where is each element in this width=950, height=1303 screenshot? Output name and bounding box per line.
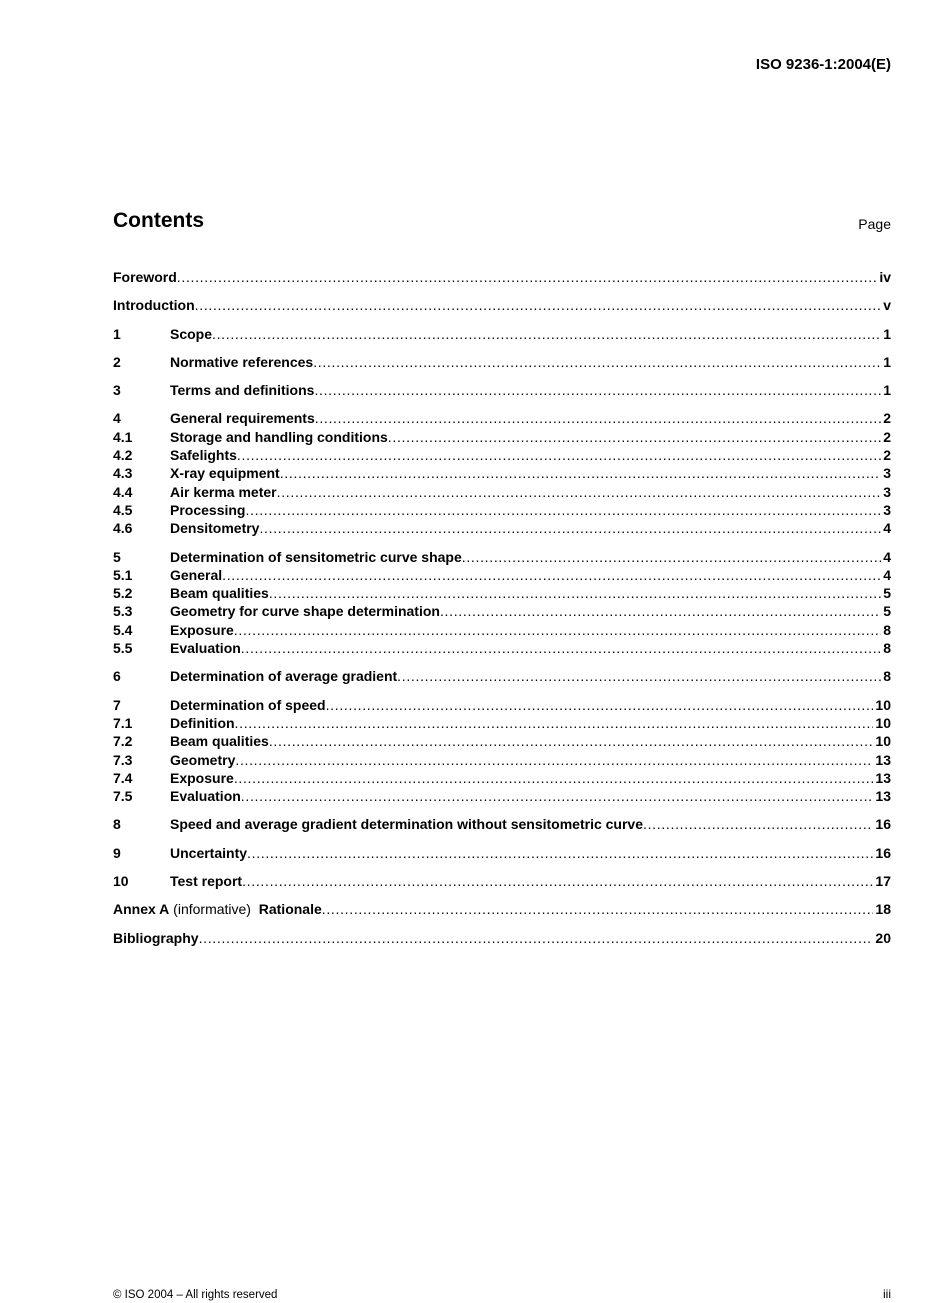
toc-entry-title: Normative references <box>170 353 314 370</box>
dot-leader <box>315 409 881 427</box>
dot-leader <box>269 584 881 602</box>
toc-entry-number: 7.4 <box>113 769 133 786</box>
toc-entry-number: 4.3 <box>113 465 133 482</box>
toc-entry[interactable] <box>113 872 891 890</box>
toc-entry-page: 10 <box>875 733 891 750</box>
toc-entry-page: iv <box>879 269 891 285</box>
toc-entry-number: 6 <box>113 668 121 685</box>
toc-entry-number: 4.4 <box>113 483 133 500</box>
toc-entry-title <box>113 900 322 918</box>
toc-entry-title: Evaluation <box>170 640 241 657</box>
toc-entry-page: 5 <box>883 603 891 620</box>
toc-group <box>113 815 891 833</box>
toc-entry[interactable] <box>113 787 891 805</box>
toc-entry-title: Densitometry <box>170 520 260 537</box>
toc-entry-title: Bibliography <box>113 929 199 946</box>
toc-entry-title: Uncertainty <box>170 844 248 861</box>
dot-leader <box>397 667 881 685</box>
toc-entry-page: 3 <box>883 501 891 518</box>
toc-entry-title: Geometry for curve shape determination <box>170 603 440 620</box>
toc-entry[interactable] <box>113 584 891 602</box>
toc-entry[interactable] <box>113 900 891 918</box>
toc-entry-number: 10 <box>113 873 129 890</box>
toc-entry-number: 7.1 <box>113 714 133 731</box>
toc-entry-page: 3 <box>883 483 891 500</box>
toc-entry[interactable] <box>113 381 891 399</box>
toc-entry-page: 4 <box>883 520 891 537</box>
dot-leader <box>269 732 874 750</box>
footer-copyright: © ISO 2004 – All rights reserved <box>113 1289 278 1301</box>
toc-group <box>113 696 891 806</box>
document-id: ISO 9236-1:2004(E) <box>755 56 891 73</box>
dot-leader <box>313 353 881 371</box>
toc-entry-number: 5.3 <box>113 603 133 620</box>
toc-entry[interactable] <box>113 639 891 657</box>
toc-group <box>113 353 891 371</box>
toc-entry[interactable] <box>113 621 891 639</box>
toc-entry-number: 2 <box>113 353 121 370</box>
toc-group <box>113 667 891 685</box>
toc-entry-page: 8 <box>883 668 891 685</box>
toc-entry-number: 7 <box>113 696 121 713</box>
toc-entry[interactable] <box>113 268 891 286</box>
toc-entry-title: General <box>170 566 223 583</box>
dot-leader <box>326 696 874 714</box>
toc-entry-number: 1 <box>113 325 121 342</box>
footer-page-number: iii <box>883 1287 891 1301</box>
toc-entry[interactable] <box>113 566 891 584</box>
toc-entry-page: v <box>883 297 891 314</box>
toc-entry-page: 17 <box>875 873 891 890</box>
toc-entry-number: 5.4 <box>113 621 133 638</box>
toc-entry-page: 5 <box>883 585 891 602</box>
toc-entry-number: 4.2 <box>113 447 133 464</box>
annex-title: Rationale <box>254 901 322 918</box>
toc-entry-title: Scope <box>170 325 213 342</box>
toc-entry-title: Definition <box>170 714 235 731</box>
toc-entry-page: 2 <box>883 447 891 464</box>
table-of-contents <box>113 268 891 957</box>
toc-entry-title: Exposure <box>170 769 234 786</box>
toc-entry[interactable] <box>113 428 891 446</box>
page-column-heading: Page <box>858 216 891 232</box>
toc-entry[interactable] <box>113 751 891 769</box>
toc-entry[interactable] <box>113 519 891 537</box>
dot-leader <box>322 900 874 918</box>
toc-entry[interactable] <box>113 464 891 482</box>
dot-leader <box>199 929 874 947</box>
toc-entry-number: 7.2 <box>113 733 133 750</box>
toc-entry-number: 3 <box>113 382 121 399</box>
toc-group <box>113 325 891 343</box>
toc-entry-page: 16 <box>875 844 891 861</box>
toc-entry[interactable] <box>113 929 891 947</box>
dot-leader <box>247 844 873 862</box>
contents-heading: Contents <box>113 209 204 232</box>
toc-group <box>113 381 891 399</box>
dot-leader <box>242 872 873 890</box>
toc-entry-page: 18 <box>875 901 891 918</box>
toc-entry-page: 4 <box>883 548 891 565</box>
toc-group <box>113 929 891 947</box>
toc-entry-title: Geometry <box>170 751 236 768</box>
toc-entry-title: Determination of speed <box>170 696 326 713</box>
toc-entry-title: Test report <box>170 873 243 890</box>
toc-entry[interactable] <box>113 501 891 519</box>
toc-entry-title: Safelights <box>170 447 237 464</box>
toc-entry-page: 8 <box>883 621 891 638</box>
dot-leader <box>234 621 881 639</box>
toc-entry-number: 5 <box>113 548 121 565</box>
toc-entry[interactable] <box>113 483 891 501</box>
toc-entry-page: 1 <box>883 353 891 370</box>
toc-entry-number: 4.1 <box>113 428 133 445</box>
toc-entry-title: Introduction <box>113 297 195 314</box>
toc-entry-title: Determination of average gradient <box>170 668 398 685</box>
toc-entry-number: 5.2 <box>113 585 133 602</box>
annex-qualifier: (informative) <box>169 901 255 918</box>
toc-group <box>113 548 891 658</box>
toc-entry-title: Beam qualities <box>170 733 269 750</box>
toc-entry-title: Beam qualities <box>170 585 269 602</box>
toc-entry[interactable] <box>113 769 891 787</box>
toc-entry-page: 10 <box>875 696 891 713</box>
toc-entry-page: 1 <box>883 325 891 342</box>
dot-leader <box>277 483 882 501</box>
toc-entry-title: Terms and definitions <box>170 382 315 399</box>
toc-entry-title: Determination of sensitometric curve shape <box>170 548 462 565</box>
dot-leader <box>177 268 878 286</box>
toc-entry-title: General requirements <box>170 410 315 427</box>
toc-entry-page: 1 <box>883 382 891 399</box>
toc-entry-number: 5.1 <box>113 566 133 583</box>
toc-entry-page: 20 <box>875 929 891 946</box>
toc-entry-title: Exposure <box>170 621 234 638</box>
toc-group <box>113 409 891 537</box>
toc-entry[interactable] <box>113 815 891 833</box>
dot-leader <box>235 714 874 732</box>
toc-entry-page: 13 <box>875 751 891 768</box>
toc-entry-page: 2 <box>883 410 891 427</box>
dot-leader <box>280 464 882 482</box>
toc-entry-number: 5.5 <box>113 640 133 657</box>
toc-entry-number: 4 <box>113 410 121 427</box>
dot-leader <box>235 751 873 769</box>
toc-group <box>113 844 891 862</box>
toc-entry-number: 7.3 <box>113 751 133 768</box>
toc-entry[interactable] <box>113 446 891 464</box>
dot-leader <box>222 566 881 584</box>
dot-leader <box>440 602 881 620</box>
dot-leader <box>234 769 874 787</box>
toc-entry-page: 13 <box>875 769 891 786</box>
toc-entry[interactable] <box>113 296 891 314</box>
toc-entry-number: 8 <box>113 816 121 833</box>
toc-entry-title: Speed and average gradient determination without sensitometric curve <box>170 816 644 833</box>
dot-leader <box>462 548 881 566</box>
toc-entry[interactable] <box>113 714 891 732</box>
dot-leader <box>259 519 881 537</box>
toc-entry[interactable] <box>113 353 891 371</box>
dot-leader <box>195 296 882 314</box>
toc-entry-title: Storage and handling conditions <box>170 428 388 445</box>
toc-entry-title: Air kerma meter <box>170 483 277 500</box>
annex-label: Annex A <box>113 901 170 918</box>
toc-entry-title: X-ray equipment <box>170 465 280 482</box>
dot-leader <box>237 446 881 464</box>
dot-leader <box>212 325 881 343</box>
toc-entry-number: 4.6 <box>113 520 133 537</box>
dot-leader <box>314 381 881 399</box>
toc-group <box>113 296 891 314</box>
toc-entry[interactable] <box>113 548 891 566</box>
toc-entry-number: 4.5 <box>113 501 133 518</box>
dot-leader <box>643 815 873 833</box>
toc-entry-page: 4 <box>883 566 891 583</box>
toc-entry[interactable] <box>113 325 891 343</box>
toc-group <box>113 900 891 918</box>
toc-group <box>113 268 891 286</box>
toc-entry[interactable] <box>113 732 891 750</box>
toc-entry-title: Processing <box>170 501 246 518</box>
toc-entry-number: 9 <box>113 844 121 861</box>
dot-leader <box>245 501 881 519</box>
dot-leader <box>388 428 881 446</box>
toc-entry-title: Foreword <box>113 269 177 285</box>
dot-leader <box>241 787 874 805</box>
toc-entry-number: 7.5 <box>113 788 133 805</box>
toc-entry-page: 8 <box>883 640 891 657</box>
toc-entry[interactable] <box>113 667 891 685</box>
toc-entry-page: 10 <box>875 714 891 731</box>
toc-entry[interactable] <box>113 602 891 620</box>
toc-entry[interactable] <box>113 844 891 862</box>
toc-entry-page: 3 <box>883 465 891 482</box>
toc-entry-title: Evaluation <box>170 788 241 805</box>
dot-leader <box>241 639 881 657</box>
toc-entry[interactable] <box>113 409 891 427</box>
toc-entry[interactable] <box>113 696 891 714</box>
toc-entry-page: 16 <box>875 816 891 833</box>
toc-entry-page: 2 <box>883 428 891 445</box>
toc-group <box>113 872 891 890</box>
toc-entry-page: 13 <box>875 788 891 805</box>
